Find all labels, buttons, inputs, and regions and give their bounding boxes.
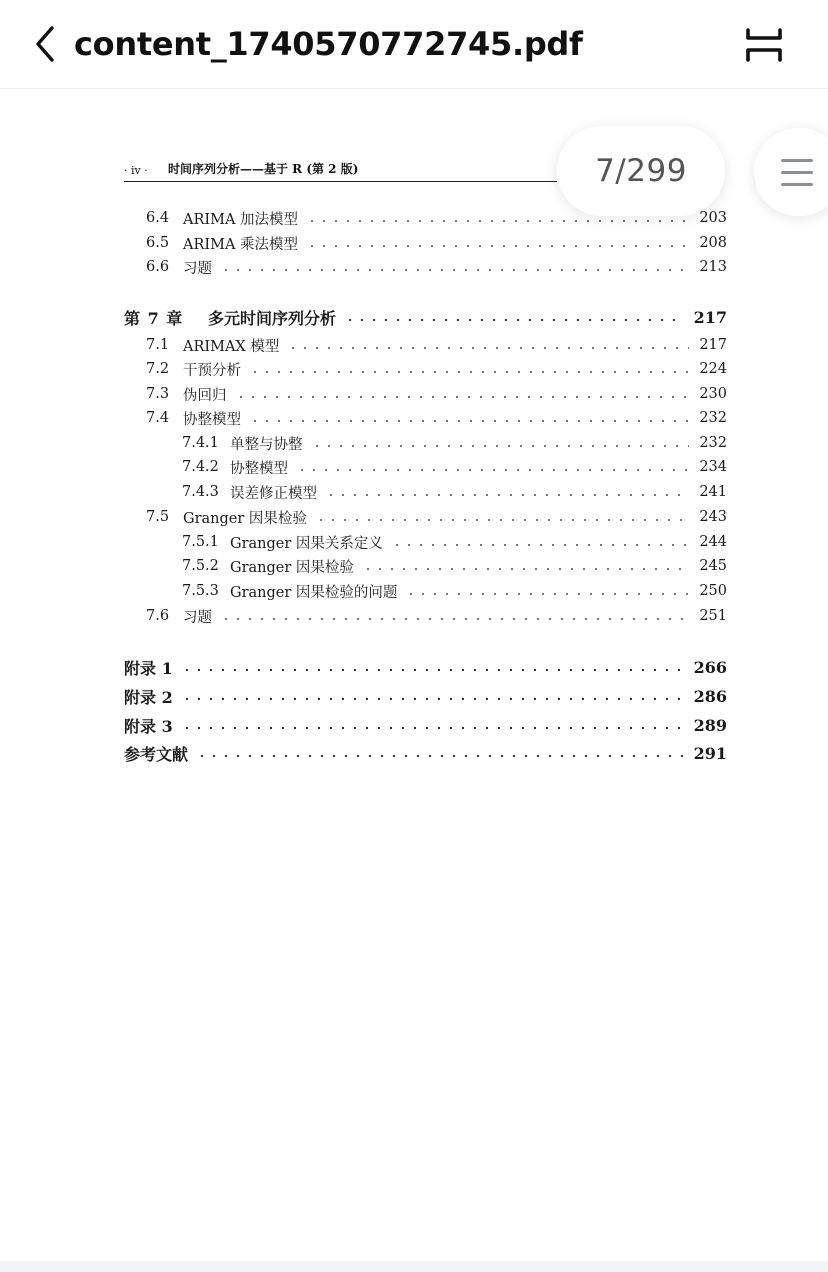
- page-number: 245: [699, 558, 727, 574]
- toc-subentry[interactable]: [182, 432, 727, 454]
- pdf-page[interactable]: [0, 89, 828, 1261]
- dot-leader: [306, 245, 689, 247]
- page-number: 243: [699, 509, 727, 525]
- section-number: 7.4: [146, 410, 170, 426]
- subsection-title: 协整模型: [230, 460, 288, 477]
- chapter-title: 多元时间序列分析: [208, 308, 337, 328]
- page-roman-numeral: · iv ·: [124, 164, 148, 177]
- toc-subentry[interactable]: [182, 456, 727, 478]
- toc-entry[interactable]: [146, 334, 727, 356]
- dot-leader: [181, 698, 684, 700]
- toc-appendix[interactable]: [124, 685, 727, 707]
- section-title: 习题: [183, 260, 212, 277]
- book-title: 时间序列分析——基于 R (第 2 版): [168, 162, 359, 176]
- dot-leader: [306, 220, 689, 222]
- section-number: 6.5: [146, 235, 170, 251]
- page-indicator[interactable]: 7/299: [557, 126, 725, 216]
- dot-leader: [325, 494, 689, 496]
- toc-entry[interactable]: [146, 232, 727, 254]
- appendix-title: 附录 1: [124, 658, 173, 678]
- section-title: ARIMAX 模型: [183, 338, 280, 355]
- dot-leader: [315, 519, 689, 521]
- dot-leader: [196, 755, 684, 757]
- bottom-edge: [0, 1261, 828, 1272]
- chapter-number: 第 7 章: [124, 308, 184, 328]
- reading-mode-icon: [742, 24, 786, 66]
- page-number: 291: [693, 743, 727, 763]
- dot-leader: [311, 445, 690, 447]
- section-title: ARIMA 加法模型: [183, 211, 299, 228]
- dot-leader: [344, 319, 684, 321]
- appendix-title: 附录 2: [124, 687, 173, 707]
- page-number: 244: [699, 534, 727, 550]
- page-number: 208: [699, 235, 727, 251]
- page-number: 217: [699, 337, 727, 353]
- subsection-number: 7.5.1: [182, 534, 219, 550]
- document-title: content_1740570772745.pdf: [74, 25, 583, 63]
- section-number: 6.6: [146, 259, 170, 275]
- subsection-title: Granger 因果关系定义: [230, 535, 383, 552]
- dot-leader: [220, 269, 689, 271]
- section-number: 7.3: [146, 386, 170, 402]
- appendix-title: 附录 3: [124, 716, 173, 736]
- subsection-number: 7.4.2: [182, 459, 219, 475]
- page-number: 234: [699, 459, 727, 475]
- chevron-left-icon: [26, 22, 66, 66]
- toc-entry[interactable]: [146, 407, 727, 429]
- subsection-title: 误差修正模型: [230, 485, 317, 502]
- dot-leader: [391, 544, 689, 546]
- section-number: 7.1: [146, 337, 170, 353]
- section-title: 习题: [183, 609, 212, 626]
- toc-entry[interactable]: [146, 256, 727, 278]
- page-number: 232: [699, 410, 727, 426]
- page-number: 224: [699, 361, 727, 377]
- section-title: 协整模型: [183, 411, 241, 428]
- section-title: Granger 因果检验: [183, 510, 307, 527]
- reading-mode-button[interactable]: [742, 24, 786, 66]
- dot-leader: [296, 469, 689, 471]
- dot-leader: [181, 669, 684, 671]
- section-number: 7.6: [146, 608, 170, 624]
- dot-leader: [362, 568, 689, 570]
- page-number: 213: [699, 259, 727, 275]
- page-number: 217: [693, 307, 727, 327]
- subsection-title: Granger 因果检验: [230, 559, 354, 576]
- page-number: 250: [699, 583, 727, 599]
- toc-appendix[interactable]: [124, 714, 727, 736]
- section-title: 伪回归: [183, 387, 227, 404]
- section-title: ARIMA 乘法模型: [183, 236, 299, 253]
- toc-subentry[interactable]: [182, 531, 727, 553]
- section-title: 干预分析: [183, 362, 241, 379]
- dot-leader: [235, 396, 690, 398]
- toc-subentry[interactable]: [182, 481, 727, 503]
- page-number: 266: [693, 657, 727, 677]
- table-of-contents: [0, 89, 828, 1261]
- dot-leader: [405, 593, 689, 595]
- toc-subentry[interactable]: [182, 580, 727, 602]
- page-number: 286: [693, 686, 727, 706]
- subsection-number: 7.5.2: [182, 558, 219, 574]
- section-number: 7.5: [146, 509, 170, 525]
- top-bar: [0, 0, 828, 89]
- toc-entry[interactable]: [146, 383, 727, 405]
- subsection-number: 7.4.3: [182, 484, 219, 500]
- subsection-number: 7.4.1: [182, 435, 219, 451]
- toc-entry[interactable]: [146, 358, 727, 380]
- page-number: 203: [699, 210, 727, 226]
- subsection-number: 7.5.3: [182, 583, 219, 599]
- dot-leader: [249, 420, 689, 422]
- section-number: 7.2: [146, 361, 170, 377]
- page-number: 241: [699, 484, 727, 500]
- dot-leader: [181, 727, 684, 729]
- toc-appendix[interactable]: [124, 656, 727, 678]
- subsection-title: 单整与协整: [230, 436, 303, 453]
- dot-leader: [249, 371, 689, 373]
- page-number: 251: [699, 608, 727, 624]
- dot-leader: [287, 347, 689, 349]
- section-number: 6.4: [146, 210, 170, 226]
- dot-leader: [220, 618, 689, 620]
- back-button[interactable]: [26, 22, 66, 66]
- toc-appendix[interactable]: [124, 742, 727, 764]
- page-number: 289: [693, 715, 727, 735]
- toc-entry[interactable]: [146, 605, 727, 627]
- toc-chapter-heading[interactable]: [124, 306, 727, 328]
- toc-subentry[interactable]: [182, 555, 727, 577]
- page-number: 230: [699, 386, 727, 402]
- toc-entry[interactable]: [146, 506, 727, 528]
- subsection-title: Granger 因果检验的问题: [230, 584, 398, 601]
- page-number: 232: [699, 435, 727, 451]
- references-title: 参考文献: [124, 744, 189, 764]
